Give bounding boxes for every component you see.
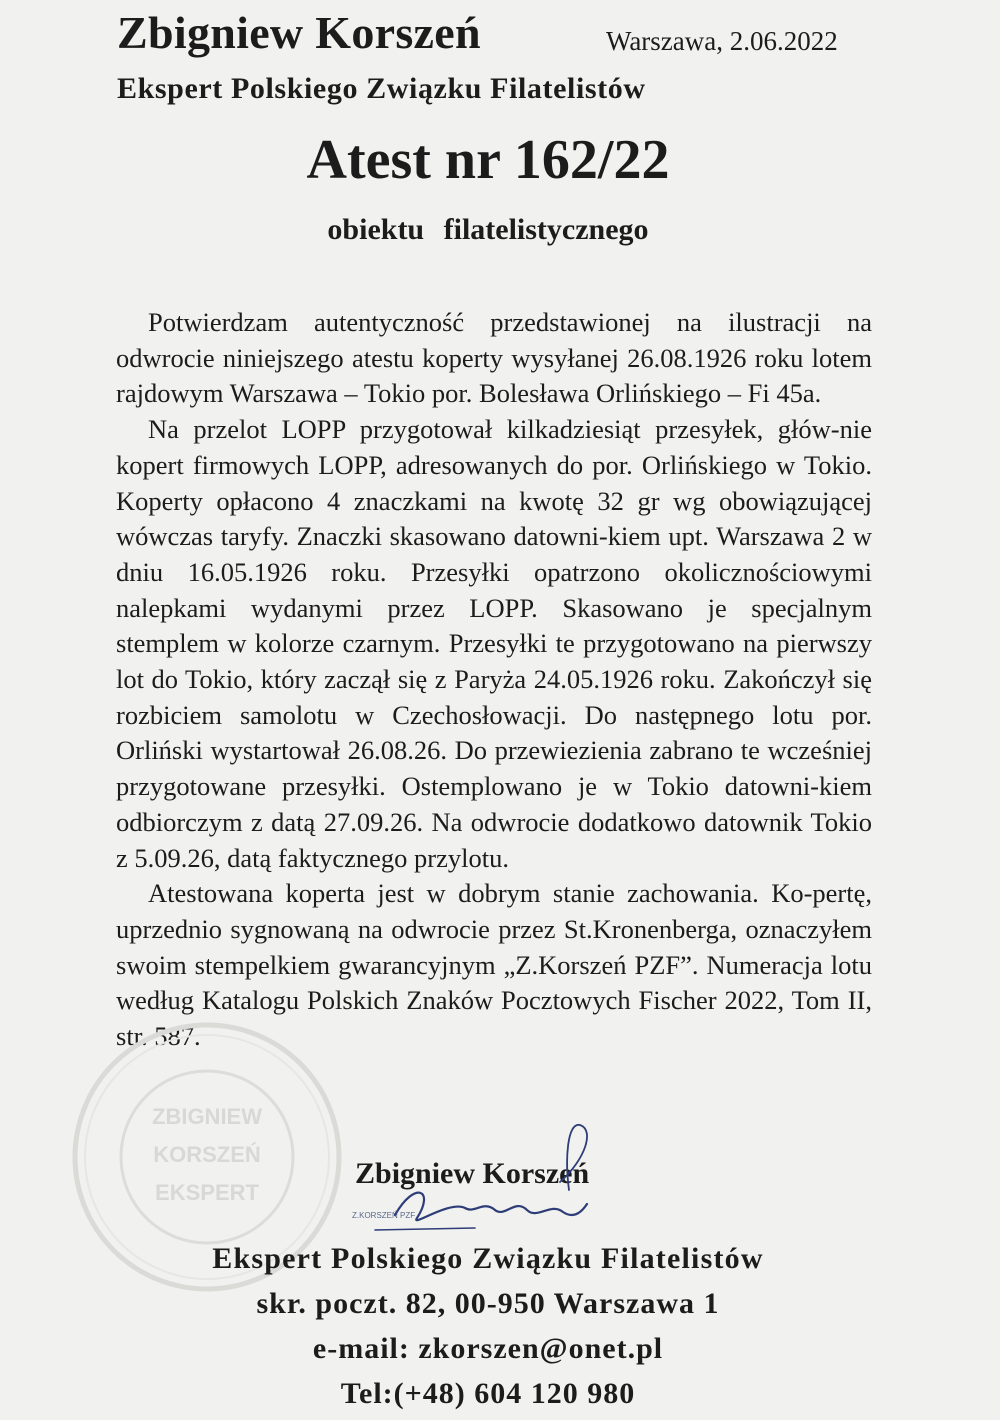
certificate-body (116, 305, 872, 1055)
signer-name: Zbigniew Korszeń (355, 1157, 590, 1190)
contact-footer (0, 1236, 976, 1416)
guarantee-mini-stamp: Z.KORSZEŃ PZF (352, 1211, 416, 1220)
certificate-title: Atest nr 162/22 (306, 129, 670, 191)
footer-phone: Tel:(+48) 604 120 980 (340, 1377, 636, 1410)
body-paragraph: Atestowana koperta jest w dobrym stanie zachowania. Ko-pertę, uprzednio sygnowaną na odwrocie przez St.Kronenberga, oznaczyłem swoim stempelkiem gwarancyjnym „Z.Korszeń PZF”. Numeracja lotu według Katalogu Polskich Znaków Pocztowych Fischer 2022, Tom II, str. 587. (116, 878, 872, 1052)
handwritten-signature (355, 1120, 595, 1240)
certificate-subtitle: obiektu filatelistycznego (327, 213, 649, 246)
footer-expert-title: Ekspert Polskiego Związku Filatelistów (212, 1242, 764, 1275)
footer-email: e-mail: zkorszen@onet.pl (312, 1332, 664, 1365)
body-paragraph: Potwierdzam autentyczność przedstawionej na ilustracji na odwrocie niniejszego atestu koperty wysyłanej 26.08.1926 roku lotem rajdowym Warszawa – Tokio por. Bolesława Orlińskiego – Fi 45a. (116, 307, 872, 409)
seal-line-1: ZBIGNIEW (152, 1104, 262, 1129)
expert-title-header: Ekspert Polskiego Związku Filatelistów (117, 72, 646, 105)
body-paragraph: Na przelot LOPP przygotował kilkadziesiąt przesyłek, głów-nie kopert firmowych LOPP, adresowanych do por. Orlińskiego w Tokio. Koperty opłacono 4 znaczkami na kwotę 32 gr wg obowiązującej wówczas taryfy. Znaczki skasowano datowni-kiem upt. Warszawa 2 w dniu 16.05.1926 roku. Przesyłki opatrzono okolicznościowymi nalepkami wydanymi przez LOPP. Skasowano je specjalnym stemplem w kolorze czarnym. Przesyłki te przygotowano na pierwszy lot do Tokio, który zaczął się z Paryża 24.05.1926 roku. Zakończył się rozbiciem samolotu w Czechosłowacji. Do następnego lotu por. Orliński wystartował 26.08.26. Do przewiezienia zabrano te wcześniej przygotowane przesyłki. Ostemplowano je w Tokio datowni-kiem odbiorczym z datą 27.09.26. Na odwrocie dodatkowo datownik Tokio z 5.09.26, datą faktycznego przylotu. (116, 414, 872, 873)
seal-line-3: EKSPERT (155, 1180, 259, 1205)
footer-address: skr. poczt. 82, 00-950 Warszawa 1 (256, 1287, 720, 1320)
expert-name-header: Zbigniew Korszeń (117, 7, 481, 58)
seal-line-2: KORSZEŃ (153, 1142, 261, 1167)
place-date: Warszawa, 2.06.2022 (606, 26, 838, 56)
